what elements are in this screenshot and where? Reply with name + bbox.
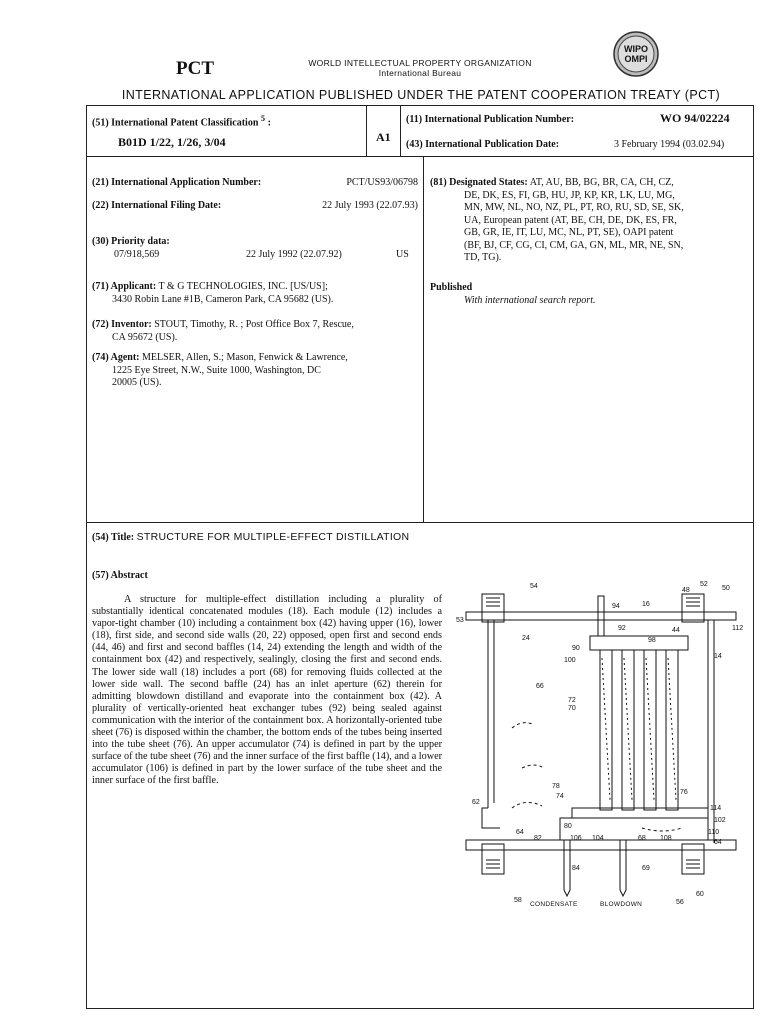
- svg-text:53: 53: [456, 617, 464, 624]
- pct-heading: PCT: [176, 58, 214, 79]
- svg-text:74: 74: [556, 793, 564, 800]
- divider-classification: [366, 105, 367, 156]
- svg-text:90: 90: [572, 645, 580, 652]
- blowdown-caption: BLOWDOWN: [600, 901, 643, 908]
- svg-text:108: 108: [660, 835, 672, 842]
- applicant: (71) Applicant: T & G TECHNOLOGIES, INC. [US/US]; 3430 Robin Lane #1B, Cameron Park, CA 95682 (US).: [92, 281, 334, 305]
- svg-text:76: 76: [680, 789, 688, 796]
- svg-text:102: 102: [714, 817, 726, 824]
- distillation-module-drawing: [452, 578, 768, 914]
- bottom-right-bolt: [682, 844, 704, 874]
- tube-1: [600, 650, 612, 810]
- seal-text-bottom: OMPI: [624, 54, 648, 64]
- priority-data: (30) Priority data: 07/918,569 22 July 1992 (22.07.92) US: [92, 236, 409, 260]
- publication-number-label: (11) International Publication Number:: [406, 114, 575, 125]
- svg-text:52: 52: [700, 581, 708, 588]
- divider-header: [86, 156, 754, 157]
- divider-kind: [400, 105, 401, 156]
- svg-text:60: 60: [696, 891, 704, 898]
- published-note: With international search report.: [464, 294, 596, 306]
- inlet-aperture: [482, 808, 500, 828]
- top-flange: [466, 612, 736, 620]
- svg-text:54: 54: [530, 583, 538, 590]
- tube-3: [644, 650, 656, 810]
- priority-country: US: [396, 248, 409, 260]
- classification-edition: 5: [260, 114, 266, 123]
- svg-text:72: 72: [568, 697, 576, 704]
- condensate-caption: CONDENSATE: [530, 901, 578, 908]
- lower-accumulator: [560, 818, 708, 840]
- svg-text:58: 58: [514, 897, 522, 904]
- svg-text:104: 104: [592, 835, 604, 842]
- priority-number: 07/918,569: [114, 248, 160, 260]
- kind-code: A1: [376, 130, 391, 144]
- publication-date: 3 February 1994 (03.02.94): [614, 139, 725, 150]
- svg-text:82: 82: [534, 835, 542, 842]
- svg-text:69: 69: [642, 865, 650, 872]
- publication-date-label: (43) International Publication Date:: [406, 139, 560, 150]
- published-section: [430, 282, 750, 307]
- divider-title: [86, 522, 754, 523]
- svg-text:92: 92: [618, 625, 626, 632]
- svg-text:84: 84: [572, 865, 580, 872]
- svg-text:44: 44: [672, 627, 680, 634]
- tube-2: [622, 650, 634, 810]
- organization-name: [230, 58, 610, 78]
- svg-text:62: 62: [472, 799, 480, 806]
- inventor: (72) Inventor: STOUT, Timothy, R. ; Post Office Box 7, Rescue, CA 95672 (US).: [92, 319, 354, 343]
- tube-header: [590, 636, 688, 650]
- svg-text:68: 68: [638, 835, 646, 842]
- svg-text:110: 110: [708, 829, 720, 836]
- agent: (74) Agent: MELSER, Allen, S.; Mason, Fenwick & Lawrence, 1225 Eye Street, N.W., Suite 1000, Washington, DC 20005 (US).: [92, 352, 348, 388]
- svg-text:106: 106: [570, 835, 582, 842]
- classification-label: (51) International Patent Classification $^5$ :: [92, 114, 271, 129]
- application-number: (21) International Application Number: PCT/US93/06798: [92, 177, 418, 188]
- svg-text:80: 80: [564, 823, 572, 830]
- svg-text:94: 94: [612, 603, 620, 610]
- divider-columns: [423, 156, 424, 522]
- published-label: Published: [430, 282, 473, 293]
- filing-date: (22) International Filing Date: 22 July 1993 (22.07.93): [92, 200, 418, 211]
- designated-states: (81) Designated States: AT, AU, BB, BG, BR, CA, CH, CZ, DE, DK, ES, FI, GB, HU, JP, KP, KR, LK, LU, MG, MN, MW, NL, NO, NZ, PL, PT, RO, RU, SD, SE, SK, UA, European patent (AT, BE, CH, DE, DK, ES, FR, GB, GR, IE, IT, LU, MC, NL, PT, SE), OAPI patent (BF, BJ, CF, CG, CI, CM, GA, GN, ML, MR, NE, SN, TD, TG).: [430, 177, 684, 263]
- svg-text:66: 66: [536, 683, 544, 690]
- svg-text:14: 14: [714, 653, 722, 660]
- document-main-title: INTERNATIONAL APPLICATION PUBLISHED UNDER THE PATENT COOPERATION TREATY (PCT): [121, 88, 721, 102]
- organization-title: WORLD INTELLECTUAL PROPERTY ORGANIZATION: [308, 58, 532, 68]
- vapor-pipe: [598, 596, 604, 636]
- tube-sheet: [572, 808, 708, 818]
- svg-text:64: 64: [714, 839, 722, 846]
- bureau-name: International Bureau: [378, 68, 462, 78]
- svg-text:16: 16: [642, 601, 650, 608]
- svg-text:98: 98: [648, 637, 656, 644]
- publication-number: WO 94/02224: [660, 111, 730, 125]
- abstract-label: (57) Abstract: [92, 570, 148, 581]
- svg-text:100: 100: [564, 657, 576, 664]
- priority-date: 22 July 1992 (22.07.92): [246, 248, 342, 260]
- svg-text:112: 112: [732, 625, 744, 632]
- svg-text:24: 24: [522, 635, 530, 642]
- svg-text:48: 48: [682, 587, 690, 594]
- seal-text-top: WIPO: [624, 44, 648, 54]
- classification-codes: B01D 1/22, 1/26, 3/04: [118, 135, 226, 149]
- svg-text:64: 64: [516, 829, 524, 836]
- svg-text:78: 78: [552, 783, 560, 790]
- tube-4: [666, 650, 678, 810]
- invention-title: (54) Title: STRUCTURE FOR MULTIPLE-EFFECT DISTILLATION: [92, 531, 410, 543]
- svg-text:114: 114: [710, 805, 722, 812]
- svg-text:70: 70: [568, 705, 576, 712]
- svg-text:56: 56: [676, 899, 684, 906]
- bottom-left-bolt: [482, 844, 504, 874]
- wipo-seal-logo: [612, 30, 660, 78]
- abstract-text: A structure for multiple-effect distillation including a plurality of substantially identical concatenated modules (18). Each module (12) includes a vapor-tight chamber (10) including a containment box (42) having upper (16), lower (18), first side, and second side walls (20, 22) opposed, open first and second ends (44, 46) and first and second baffles (14, 24) extending the length and width of the containment box (42) and respectively, sealingly, closing the first and second ends. The lower side wall (18) includes a port (68) for removing fluids collected at the lower side wall. The second baffle (24) has an inlet aperture (62) therein for admitting blowdown distilland and evaporate into the containment box (42). A plurality of vertically-oriented heat exchanger tubes (92) being sealed against communication with the interior of the containment box. A horizontally-oriented tube sheet (76) is disposed within the chamber, the bottom ends of the tubes being inserted into the tube sheet (76). An upper accumulator (74) is defined in part by the upper surface of the tube sheet (76) and the inner surface of the first baffle (14), and a lower accumulator (106) is defined in part by the lower surface of the tube sheet and the inner surface of the first baffle.: [92, 594, 442, 787]
- svg-text:50: 50: [722, 585, 730, 592]
